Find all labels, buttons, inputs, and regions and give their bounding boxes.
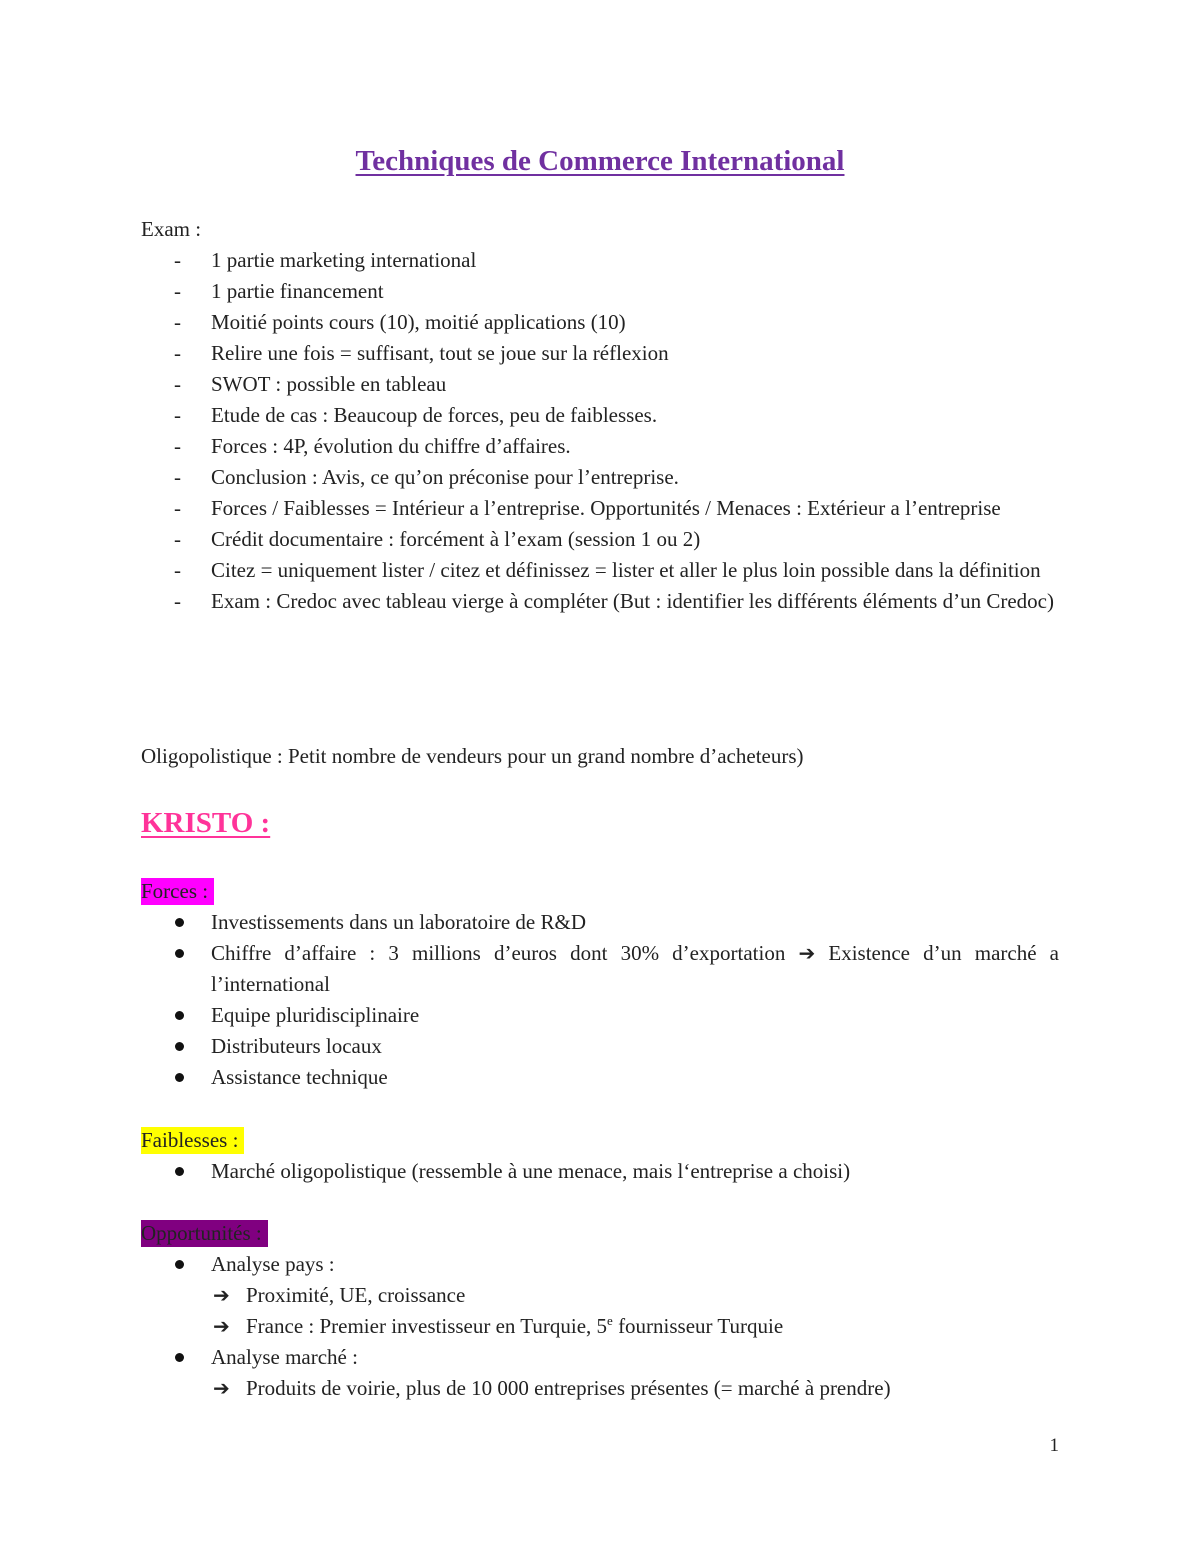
exam-label: Exam : bbox=[141, 217, 202, 241]
bullet-icon bbox=[175, 1167, 184, 1176]
list-item: - Forces / Faiblesses = Intérieur a l’entreprise. Opportunités / Menaces : Extérieur a l’entreprise bbox=[141, 493, 1059, 524]
dash-marker: - bbox=[174, 341, 181, 365]
list-item: - Exam : Credoc avec tableau vierge à compléter (But : identifier les différents éléments d’un Credoc) bbox=[141, 586, 1059, 617]
bullet-icon bbox=[175, 1011, 184, 1020]
arrow-right-icon: ➔ bbox=[213, 1283, 230, 1307]
arrow-right-icon: ➔ bbox=[213, 1376, 230, 1400]
list-item: - Moitié points cours (10), moitié applications (10) bbox=[141, 307, 1059, 338]
dash-marker: - bbox=[174, 403, 181, 427]
list-item: Distributeurs locaux bbox=[141, 1031, 1059, 1062]
list-item: - Citez = uniquement lister / citez et définissez = lister et aller le plus loin possible dans la définition bbox=[141, 555, 1059, 586]
document-page bbox=[141, 0, 1059, 1553]
dash-marker: - bbox=[174, 372, 181, 396]
forces-label: Forces : bbox=[141, 878, 214, 905]
list-item: Equipe pluridisciplinaire bbox=[141, 1000, 1059, 1031]
forces-list bbox=[141, 907, 1059, 1093]
list-item: - 1 partie marketing international bbox=[141, 245, 1059, 276]
list-item: - Forces : 4P, évolution du chiffre d’affaires. bbox=[141, 431, 1059, 462]
faiblesses-list bbox=[141, 1156, 1059, 1187]
list-item: - Relire une fois = suffisant, tout se joue sur la réflexion bbox=[141, 338, 1059, 369]
list-item: Chiffre d’affaire : 3 millions d’euros dont 30% d’exportation ➔ Existence d’un marché a l’international bbox=[141, 938, 1059, 1000]
list-item: Marché oligopolistique (ressemble à une menace, mais l‘entreprise a choisi) bbox=[141, 1156, 1059, 1187]
sub-list-item: ➔ France : Premier investisseur en Turquie, 5e fournisseur Turquie bbox=[141, 1311, 1059, 1342]
list-item: - Etude de cas : Beaucoup de forces, peu de faiblesses. bbox=[141, 400, 1059, 431]
document-title: Techniques de Commerce International bbox=[355, 145, 845, 177]
list-item: - Conclusion : Avis, ce qu’on préconise pour l’entreprise. bbox=[141, 462, 1059, 493]
list-item: - Crédit documentaire : forcément à l’exam (session 1 ou 2) bbox=[141, 524, 1059, 555]
sub-list-item: ➔ Produits de voirie, plus de 10 000 entreprises présentes (= marché à prendre) bbox=[141, 1373, 1059, 1404]
list-item: Assistance technique bbox=[141, 1062, 1059, 1093]
dash-marker: - bbox=[174, 248, 181, 272]
dash-marker: - bbox=[174, 496, 181, 520]
list-item: Investissements dans un laboratoire de R&D bbox=[141, 907, 1059, 938]
bullet-icon bbox=[175, 949, 184, 958]
bullet-icon bbox=[175, 918, 184, 927]
bullet-icon bbox=[175, 1260, 184, 1269]
kristo-heading: KRISTO : bbox=[141, 807, 271, 839]
arrow-right-icon: ➔ bbox=[798, 941, 816, 965]
bullet-icon bbox=[175, 1073, 184, 1082]
dash-marker: - bbox=[174, 434, 181, 458]
list-item: Analyse pays : bbox=[141, 1249, 1059, 1280]
dash-marker: - bbox=[174, 558, 181, 582]
arrow-right-icon: ➔ bbox=[213, 1314, 230, 1338]
dash-marker: - bbox=[174, 465, 181, 489]
bullet-icon bbox=[175, 1353, 184, 1362]
list-item: - 1 partie financement bbox=[141, 276, 1059, 307]
oligopolistique-definition: Oligopolistique : Petit nombre de vendeurs pour un grand nombre d’acheteurs) bbox=[141, 744, 804, 768]
dash-marker: - bbox=[174, 527, 181, 551]
forces-heading bbox=[141, 876, 214, 907]
bullet-icon bbox=[175, 1042, 184, 1051]
faiblesses-label: Faiblesses : bbox=[141, 1127, 244, 1154]
page-number: 1 bbox=[1049, 1435, 1059, 1456]
dash-marker: - bbox=[174, 310, 181, 334]
sub-list-item: ➔ Proximité, UE, croissance bbox=[141, 1280, 1059, 1311]
list-item: - SWOT : possible en tableau bbox=[141, 369, 1059, 400]
list-item: Analyse marché : bbox=[141, 1342, 1059, 1373]
dash-marker: - bbox=[174, 589, 181, 613]
faiblesses-heading bbox=[141, 1125, 244, 1156]
exam-list bbox=[141, 245, 1059, 617]
opportunites-label: Opportunités : bbox=[141, 1220, 268, 1247]
opportunites-heading bbox=[141, 1218, 268, 1249]
opportunites-list bbox=[141, 1249, 1059, 1404]
dash-marker: - bbox=[174, 279, 181, 303]
